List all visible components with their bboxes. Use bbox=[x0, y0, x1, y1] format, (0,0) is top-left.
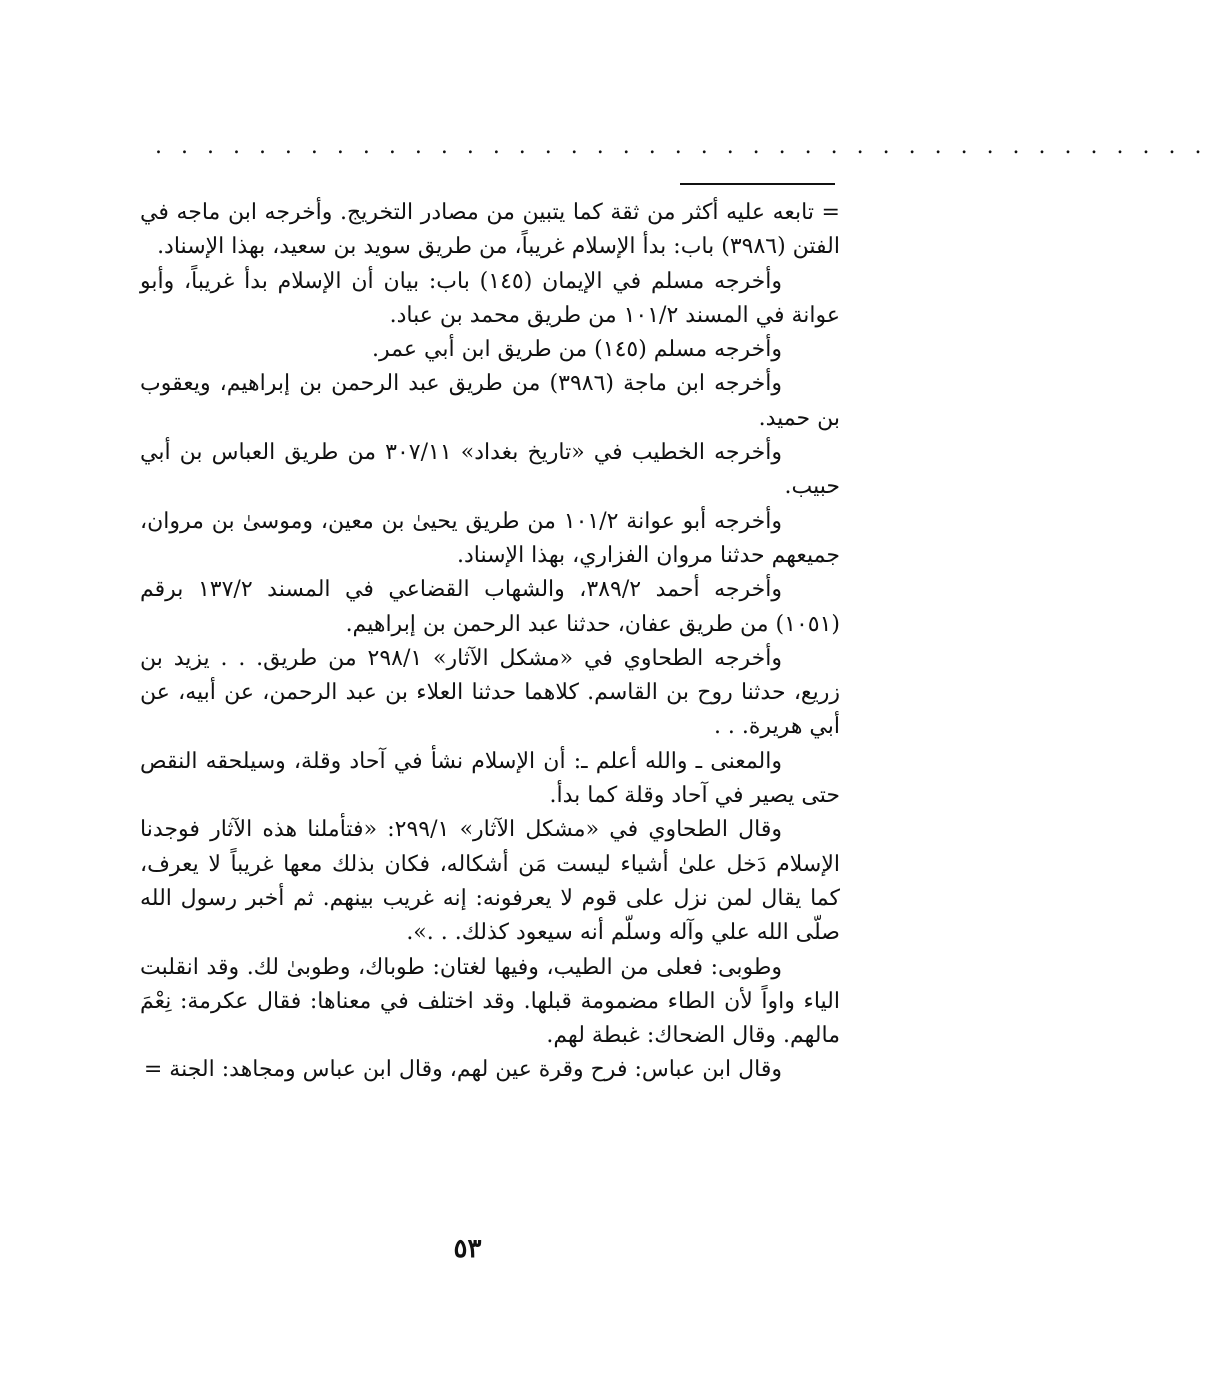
paragraph: = تابعه عليه أكثر من ثقة كما يتبين من مصادر التخريج. وأخرجه ابن ماجه في الفتن (٣٩٨٦) باب: بدأ الإسلام غريباً، من طريق سويد بن سعيد، بهذا الإسناد. bbox=[140, 200, 840, 260]
paragraph: وأخرجه أحمد ٣٨٩/٢، والشهاب القضاعي في المسند ١٣٧/٢ برقم (١٠٥١) من طريق عفان، حدثنا عبد الرحمن بن إبراهيم. bbox=[140, 577, 840, 637]
paragraph: وأخرجه الخطيب في «تاريخ بغداد» ٣٠٧/١١ من طريق العباس بن أبي حبيب. bbox=[140, 440, 840, 500]
paragraph: وأخرجه مسلم (١٤٥) من طريق ابن أبي عمر. bbox=[372, 337, 782, 363]
paragraph: وقال ابن عباس: فرح وقرة عين لهم، وقال ابن عباس ومجاهد: الجنة = bbox=[143, 1057, 782, 1083]
footnote-rule bbox=[680, 183, 835, 185]
paragraph: وأخرجه ابن ماجة (٣٩٨٦) من طريق عبد الرحمن بن إبراهيم، ويعقوب بن حميد. bbox=[140, 371, 840, 431]
paragraph: وأخرجه أبو عوانة ١٠١/٢ من طريق يحيىٰ بن معين، وموسىٰ بن مروان، جميعهم حدثنا مروان الفزاري، بهذا الإسناد. bbox=[140, 508, 840, 568]
paragraph: وقال الطحاوي في «مشكل الآثار» ٢٩٩/١: «فتأملنا هذه الآثار فوجدنا الإسلام دَخل علىٰ أشياء ليست مَن أشكاله، فكان بذلك معها غريباً لا يعرف، كما يقال لمن نزل على قوم لا يعرفونه: إنه غريب بينهم. ثم أخبر رسول الله صلّى الله علي وآله وسلّم أنه سيعود كذلك. . .». bbox=[140, 817, 840, 946]
paragraph: وأخرجه مسلم في الإيمان (١٤٥) باب: بيان أن الإسلام بدأ غريباً، وأبو عوانة في المسند ١٠١/٢ من طريق محمد بن عباد. bbox=[140, 268, 840, 328]
paragraph: وطوبى: فعلى من الطيب، وفيها لغتان: طوباك، وطوبىٰ لك. وقد انقلبت الياء واواً لأن الطاء مضمومة قبلها. وقد اختلف في معناها: فقال عكرمة: نِعْمَ مالهم. وقال الضحاك: غبطة لهم. bbox=[140, 954, 840, 1049]
paragraph: وأخرجه الطحاوي في «مشكل الآثار» ٢٩٨/١ من طريق. . . يزيد بن زريع، حدثنا روح بن القاسم. كلاهما حدثنا العلاء بن عبد الرحمن، عن أبيه، عن أبي هريرة. . . bbox=[140, 645, 840, 740]
page-number: ٥٣ bbox=[453, 1234, 482, 1264]
paragraph: والمعنى ـ والله أعلم ـ: أن الإسلام نشأ في آحاد وقلة، وسيلحقه النقص حتى يصير في آحاد وقلة كما بدأ. bbox=[140, 748, 840, 809]
separator-dots: . . . . . . . . . . . . . . . . . . . . . . . . . . . . . . . . . . . . . . . . . bbox=[155, 134, 1207, 159]
footnote-text-block bbox=[140, 196, 840, 1088]
